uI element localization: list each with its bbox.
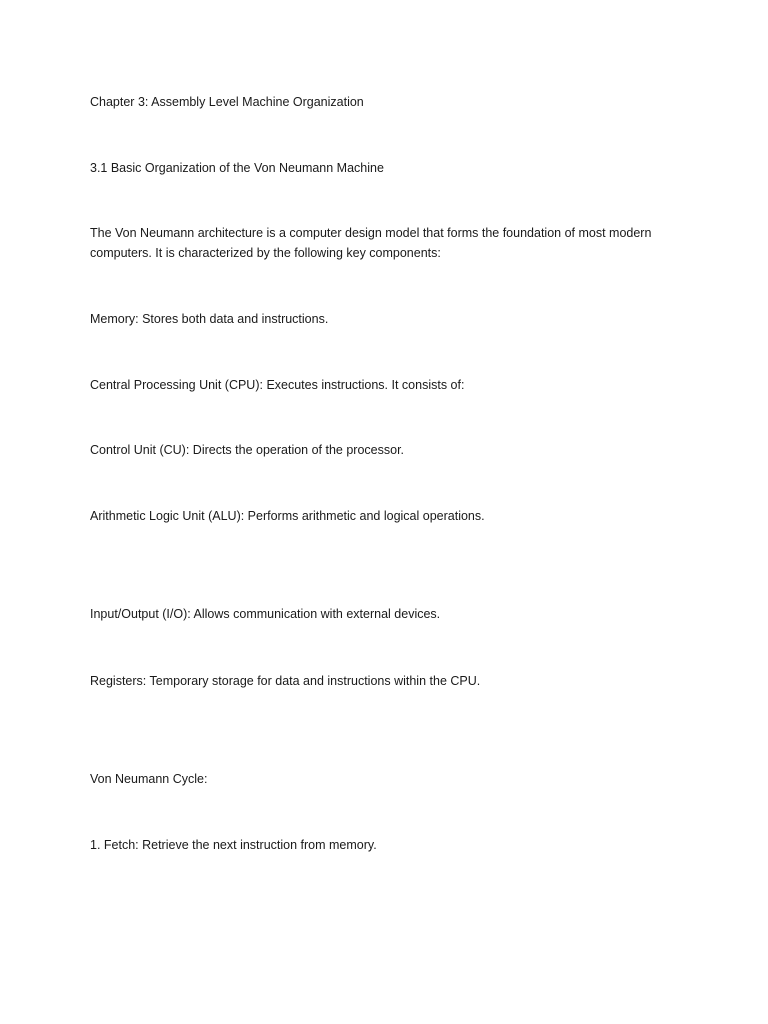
cpu-paragraph: Central Processing Unit (CPU): Executes instructions. It consists of:	[90, 378, 465, 392]
io-paragraph: Input/Output (I/O): Allows communication with external devices.	[90, 607, 441, 621]
control-unit-paragraph: Control Unit (CU): Directs the operation of the processor.	[90, 443, 405, 457]
alu-paragraph: Arithmetic Logic Unit (ALU): Performs arithmetic and logical operations.	[90, 509, 485, 523]
section-title: 3.1 Basic Organization of the Von Neumann Machine	[90, 161, 384, 175]
memory-paragraph: Memory: Stores both data and instructions.	[90, 312, 329, 326]
intro-paragraph: The Von Neumann architecture is a computer design model that forms the foundation of most modern computers. It is characterized by the following key components:	[90, 226, 652, 260]
chapter-title: Chapter 3: Assembly Level Machine Organization	[90, 95, 364, 109]
cycle-heading: Von Neumann Cycle:	[90, 772, 208, 786]
fetch-paragraph: 1. Fetch: Retrieve the next instruction from memory.	[90, 838, 377, 852]
registers-paragraph: Registers: Temporary storage for data and instructions within the CPU.	[90, 674, 481, 688]
